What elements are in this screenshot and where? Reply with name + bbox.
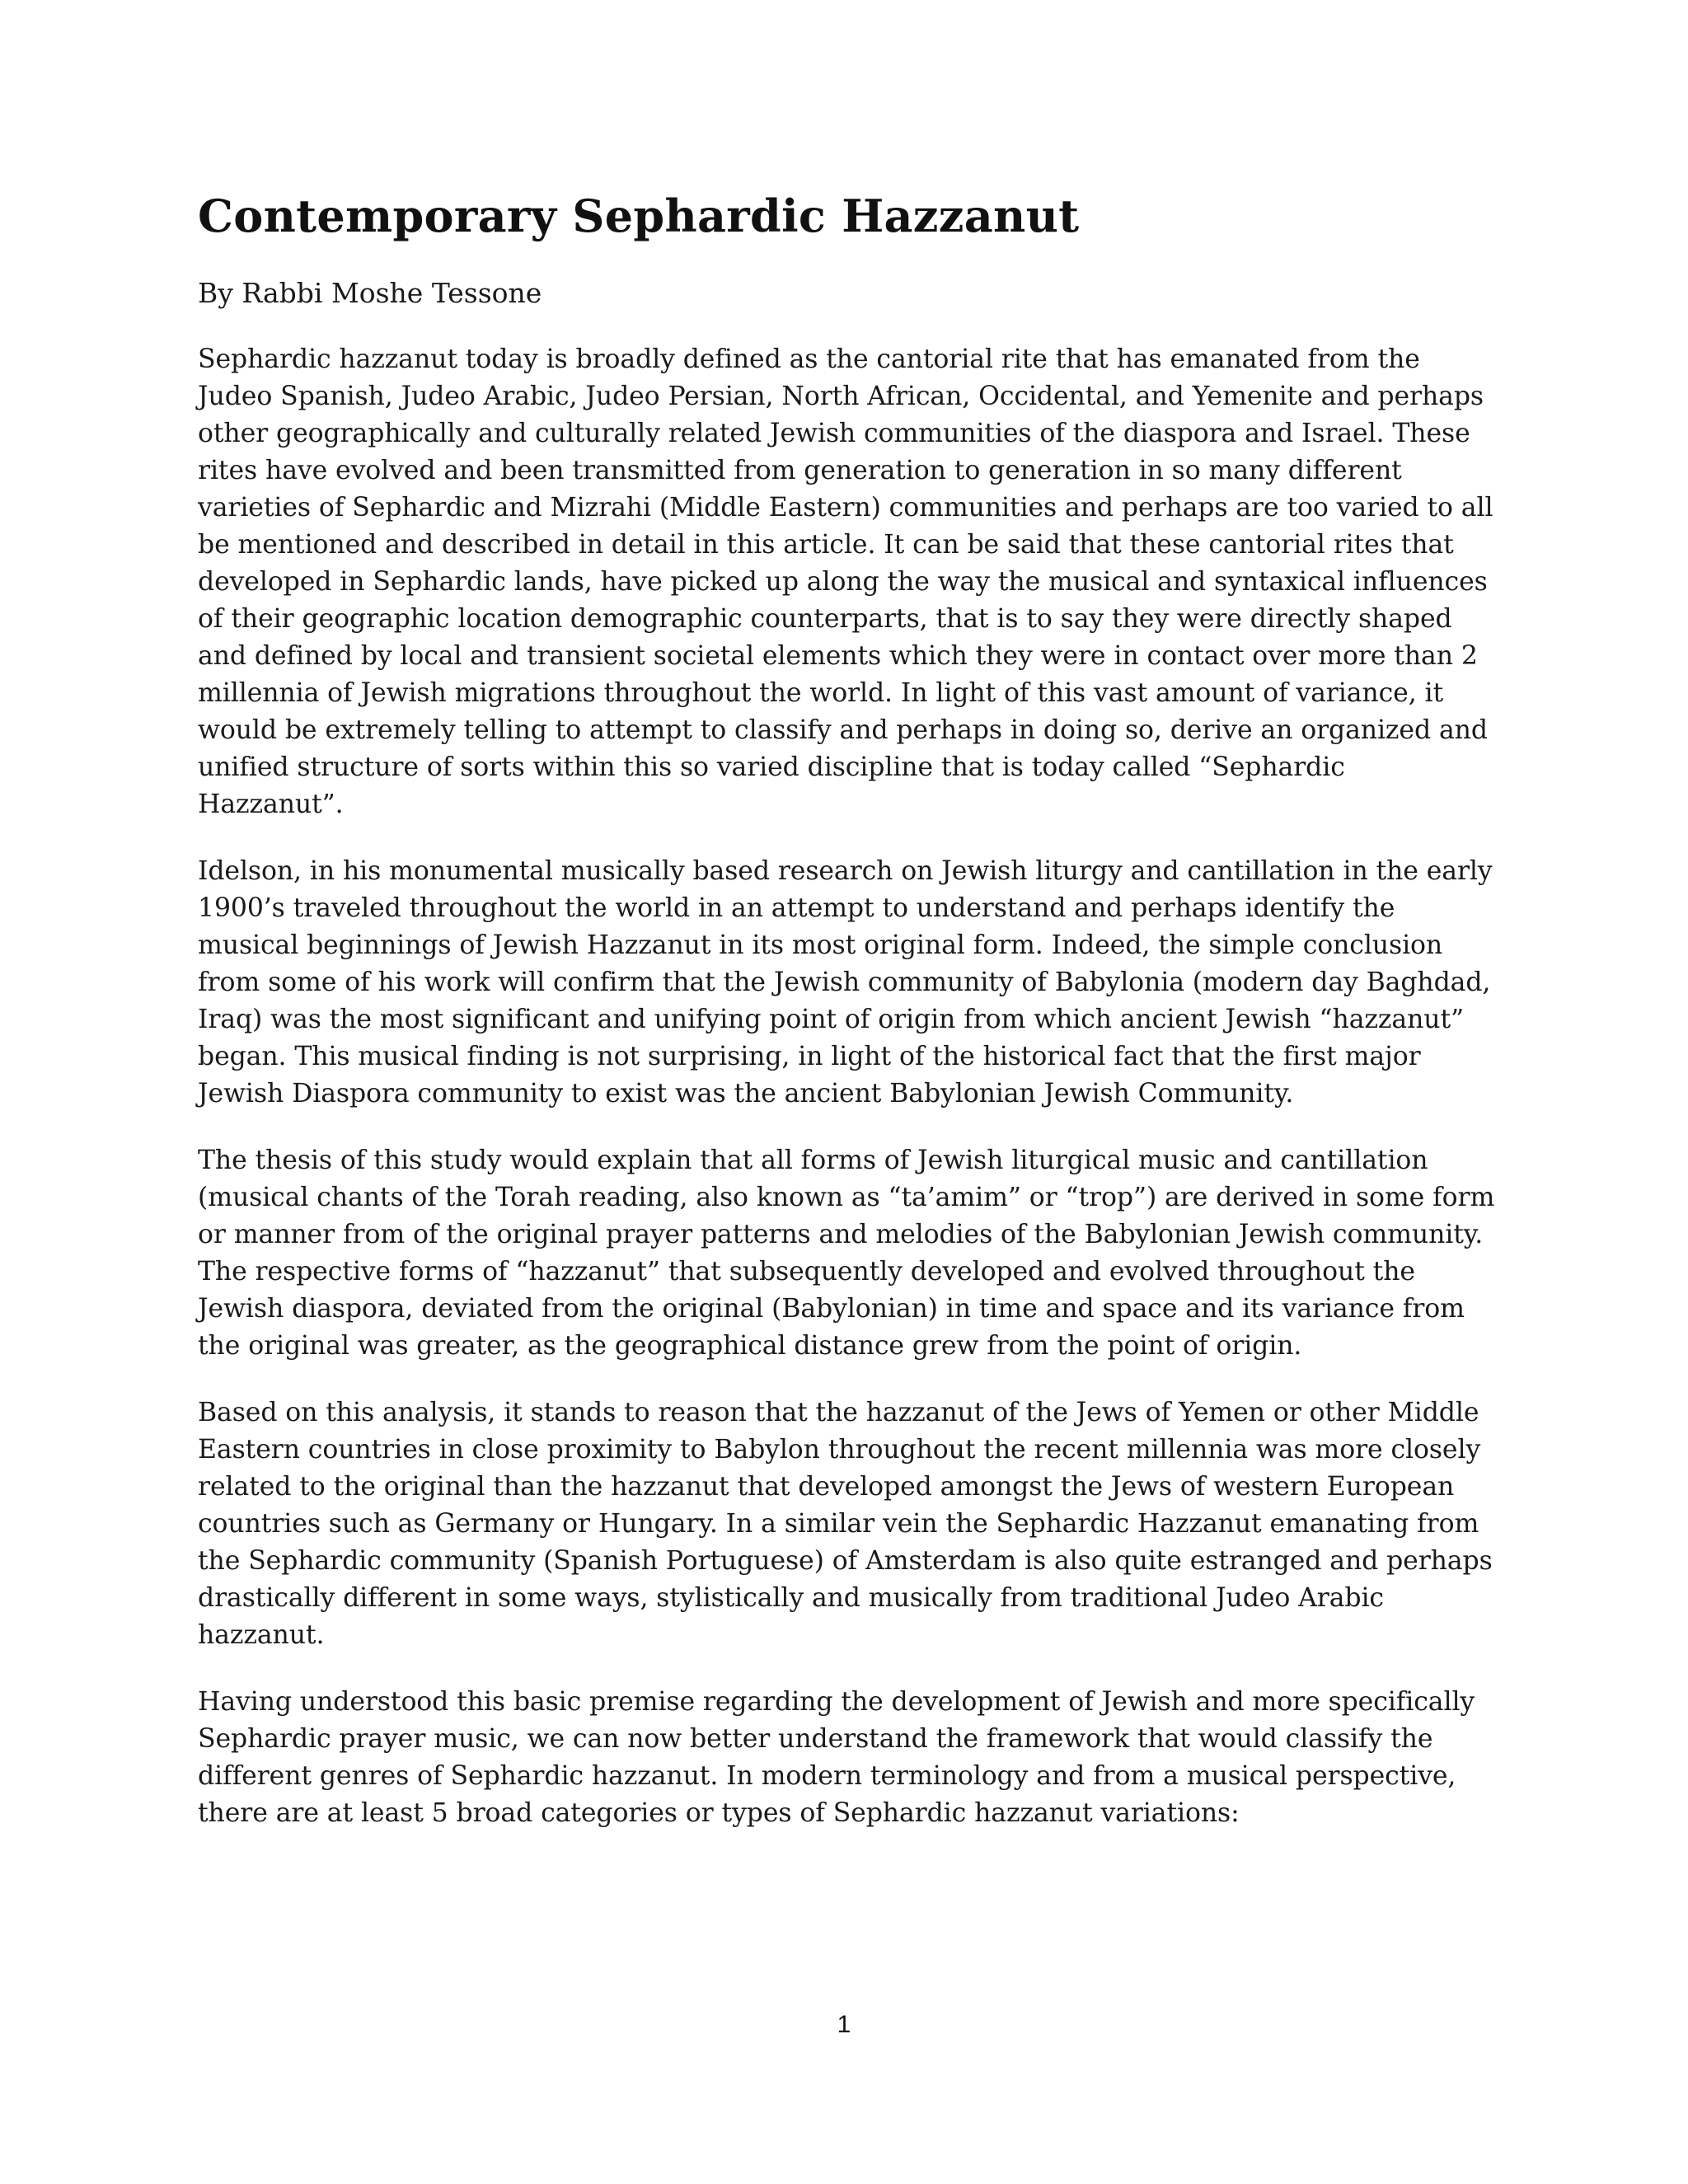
page-number: 1	[837, 2011, 851, 2038]
author-byline: By Rabbi Moshe Tessone	[198, 276, 542, 309]
paragraph-4: Based on this analysis, it stands to reason that the hazzanut of the Jews of Yemen or other Middle Eastern countries in close proximity to Babylon throughout the recent millennia was more closely related to the original than the hazzanut that developed amongst the Jews of western European countries such as Germany or Hungary. In a similar vein the Sephardic Hazzanut emanating from the Sephardic community (Spanish Portuguese) of Amsterdam is also quite estranged and perhaps drastically different in some ways, stylistically and musically from traditional Judeo Arabic hazzanut.	[198, 1397, 1493, 1650]
paragraph-2: Idelson, in his monumental musically based research on Jewish liturgy and cantillation in the early 1900’s traveled throughout the world in an attempt to understand and perhaps identify the musical beginnings of Jewish Hazzanut in its most original form. Indeed, the simple conclusion from some of his work will confirm that the Jewish community of Babylonia (modern day Baghdad, Iraq) was the most significant and unifying point of origin from which ancient Jewish “hazzanut” began. This musical finding is not surprising, in light of the historical fact that the first major Jewish Diaspora community to exist was the ancient Babylonian Jewish Community.	[198, 855, 1493, 1108]
paragraph-5: Having understood this basic premise regarding the development of Jewish and more specifically Sephardic prayer music, we can now better understand the framework that would classify the different genres of Sephardic hazzanut. In modern terminology and from a musical perspective, there are at least 5 broad categories or types of Sephardic hazzanut variations:	[198, 1686, 1475, 1828]
article-body	[198, 190, 1496, 1862]
article-title: Contemporary Sephardic Hazzanut	[198, 190, 1080, 242]
paragraph-3: The thesis of this study would explain that all forms of Jewish liturgical music and cantillation (musical chants of the Torah reading, also known as “ta’amim” or “trop”) are derived in some form or manner from of the original prayer patterns and melodies of the Babylonian Jewish community. The respective forms of “hazzanut” that subsequently developed and evolved throughout the Jewish diaspora, deviated from the original (Babylonian) in time and space and its variance from the original was greater, as the geographical distance grew from the point of origin.	[198, 1145, 1495, 1361]
paragraph-1: Sephardic hazzanut today is broadly defined as the cantorial rite that has emanated from the Judeo Spanish, Judeo Arabic, Judeo Persian, North African, Occidental, and Yemenite and perhaps other geographically and culturally related Jewish communities of the diaspora and Israel. These rites have evolved and been transmitted from generation to generation in so many different varieties of Sephardic and Mizrahi (Middle Eastern) communities and perhaps are too varied to all be mentioned and described in detail in this article. It can be said that these cantorial rites that developed in Sephardic lands, have picked up along the way the musical and syntaxical influences of their geographic location demographic counterparts, that is to say they were directly shaped and defined by local and transient societal elements which they were in contact over more than 2 millennia of Jewish migrations throughout the world. In light of this vast amount of variance, it would be extremely telling to attempt to classify and perhaps in doing so, derive an organized and unified structure of sorts within this so varied discipline that is today called “Sephardic Hazzanut”.	[198, 344, 1493, 819]
